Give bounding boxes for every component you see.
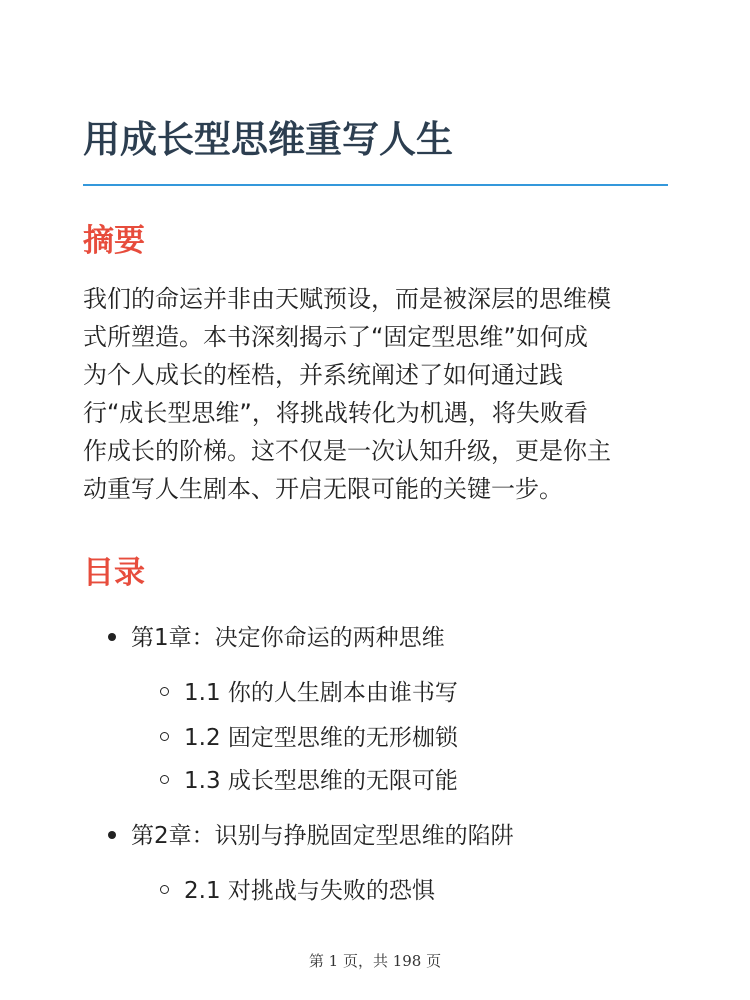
summary-line: 行“成长型思维”，将挑战转化为机遇，将失败看 (83, 399, 588, 427)
summary-line: 作成长的阶梯。这不仅是一次认知升级，更是你主 (83, 437, 611, 465)
bullet-disc-icon (108, 633, 116, 641)
summary-paragraph (83, 280, 668, 508)
document-title: 用成长型思维重写人生 (83, 118, 453, 161)
toc-section-item[interactable] (160, 874, 435, 908)
bullet-circle-icon (160, 775, 169, 784)
toc-item-label: 第1章：决定你命运的两种思维 (131, 625, 445, 651)
page-indicator: 第 1 页，共 198 页 (308, 952, 442, 970)
toc-chapter-item[interactable] (108, 621, 445, 655)
summary-line: 动重写人生剧本、开启无限可能的关键一步。 (83, 475, 563, 503)
toc-item-label: 1.2 固定型思维的无形枷锁 (184, 725, 458, 751)
bullet-disc-icon (108, 831, 116, 839)
toc-item-label: 1.3 成长型思维的无限可能 (184, 768, 458, 794)
toc-chapter-item[interactable] (108, 819, 514, 853)
toc-item-label: 1.1 你的人生剧本由谁书写 (184, 680, 458, 706)
summary-line: 式所塑造。本书深刻揭示了“固定型思维”如何成 (83, 323, 588, 351)
summary-heading: 摘要 (83, 223, 145, 259)
toc-heading: 目录 (83, 555, 145, 591)
bullet-circle-icon (160, 885, 169, 894)
bullet-circle-icon (160, 732, 169, 741)
summary-line: 为个人成长的桎梏，并系统阐述了如何通过践 (83, 361, 563, 389)
toc-section-item[interactable] (160, 721, 458, 755)
toc-item-label: 第2章：识别与挣脱固定型思维的陷阱 (131, 823, 514, 849)
title-divider (83, 184, 668, 186)
toc-section-item[interactable] (160, 764, 458, 798)
toc-section-item[interactable] (160, 676, 458, 710)
summary-line: 我们的命运并非由天赋预设，而是被深层的思维模 (83, 285, 611, 313)
toc-item-label: 2.1 对挑战与失败的恐惧 (184, 878, 435, 904)
bullet-circle-icon (160, 687, 169, 696)
